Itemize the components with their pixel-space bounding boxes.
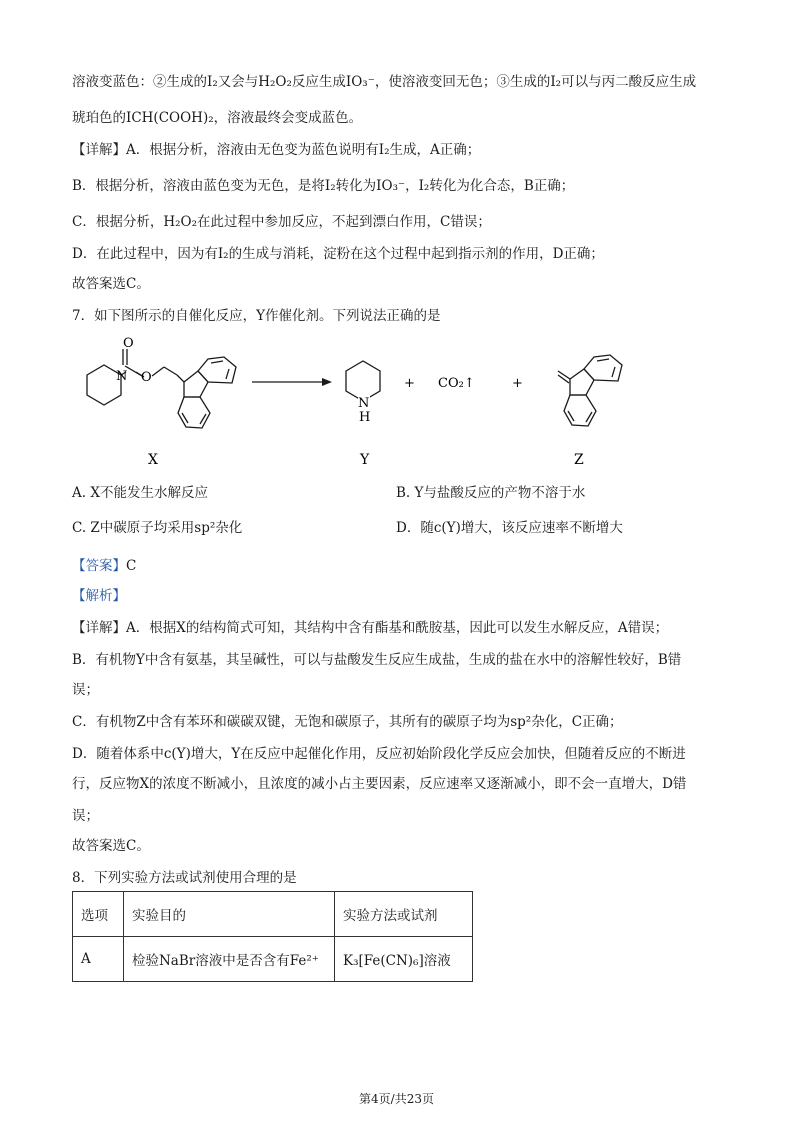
reaction-scheme (60, 335, 660, 475)
row-option: A (73, 937, 124, 982)
detail-tag: 【详解】 (72, 620, 126, 636)
atom-n-y: N (358, 396, 370, 411)
q7-option-d: D．随c(Y)增大，该反应速率不断增大 (396, 520, 623, 536)
label-z: Z (574, 452, 584, 468)
atom-n-x: N (116, 369, 128, 384)
table-row (73, 937, 473, 982)
z-structure (558, 355, 622, 426)
row-purpose: 检验NaBr溶液中是否含有Fe²⁺ (124, 937, 335, 982)
answer-tag: 【答案】 (72, 558, 126, 574)
text-line-1: 溶液变蓝色：②生成的I₂又会与H₂O₂反应生成IO₃⁻，使溶液变回无色；③生成的I₂可以与丙二酸反应生成 (72, 74, 697, 90)
q6-detail-d: D．在此过程中，因为有I₂的生成与消耗，淀粉在这个过程中起到指示剂的作用，D正确； (72, 246, 604, 262)
answer-value: C (126, 558, 137, 574)
q7-option-c: C. Z中碳原子均采用sp²杂化 (72, 520, 243, 536)
detail-tag: 【详解】 (72, 142, 126, 158)
atom-o-ester: O (141, 370, 152, 385)
q7-detail-c: C．有机物Z中含有苯环和碳碳双键，无饱和碳原子，其所有的碳原子均为sp²杂化，C正确； (72, 714, 623, 730)
page-footer: 第4页/共23页 (359, 1092, 434, 1106)
row-method: K₃[Fe(CN)₆]溶液 (335, 937, 473, 982)
label-x: X (148, 452, 158, 468)
q7-detail-b2: 误； (72, 682, 99, 698)
q6-detail-b: B．根据分析，溶液由蓝色变为无色，是将I₂转化为IO₃⁻，I₂转化为化合态，B正确； (72, 178, 575, 194)
atom-o: O (123, 336, 134, 351)
q7-detail-a (72, 618, 668, 638)
q8-table (72, 891, 473, 982)
header-method: 实验方法或试剂 (335, 892, 473, 937)
q7-option-a: A. X不能发生水解反应 (72, 485, 208, 501)
q7-conclusion: 故答案选C。 (72, 838, 150, 854)
q7-stem: 7．如下图所示的自催化反应，Y作催化剂。下列说法正确的是 (72, 308, 441, 324)
q8-stem: 8．下列实验方法或试剂使用合理的是 (72, 870, 297, 886)
q7-detail-d1: D．随着体系中c(Y)增大，Y在反应中起催化作用，反应初始阶段化学反应会加快，但随着反应的不断进 (72, 746, 686, 762)
analysis-tag: 【解析】 (72, 588, 126, 604)
q7-detail-b1: B．有机物Y中含有氨基，其呈碱性，可以与盐酸发生反应生成盐，生成的盐在水中的溶解性较好，B错 (72, 652, 682, 668)
q6-detail-a (72, 140, 480, 160)
q7-detail-d3: 误； (72, 808, 99, 824)
text-line-2: 琥珀色的ICH(COOH)₂，溶液最终会变成蓝色。 (72, 110, 363, 126)
q7-option-b: B. Y与盐酸反应的产物不溶于水 (396, 485, 586, 501)
q6-option-a-text: A．根据分析，溶液由无色变为蓝色说明有I₂生成，A正确； (126, 142, 481, 158)
plus-sign-2: + (512, 376, 523, 391)
table-header-row (73, 892, 473, 937)
q6-detail-c: C．根据分析，H₂O₂在此过程中参加反应，不起到漂白作用，C错误； (72, 214, 491, 230)
plus-sign-1: + (404, 376, 415, 391)
q7-detail-d2: 行，反应物X的浓度不断减小，且浓度的减小占主要因素，反应速率又逐渐减小，即不会一直增大，D错 (72, 776, 687, 792)
label-y: Y (360, 452, 370, 468)
q7-answer (72, 556, 136, 576)
header-option: 选项 (73, 892, 124, 937)
q6-conclusion: 故答案选C。 (72, 276, 150, 292)
header-purpose: 实验目的 (124, 892, 335, 937)
atom-h-y: H (359, 410, 371, 425)
co2-label: CO₂↑ (438, 376, 475, 391)
q7-detail-a-text: A．根据X的结构简式可知，其结构中含有酯基和酰胺基，因此可以发生水解反应，A错误； (126, 620, 669, 636)
